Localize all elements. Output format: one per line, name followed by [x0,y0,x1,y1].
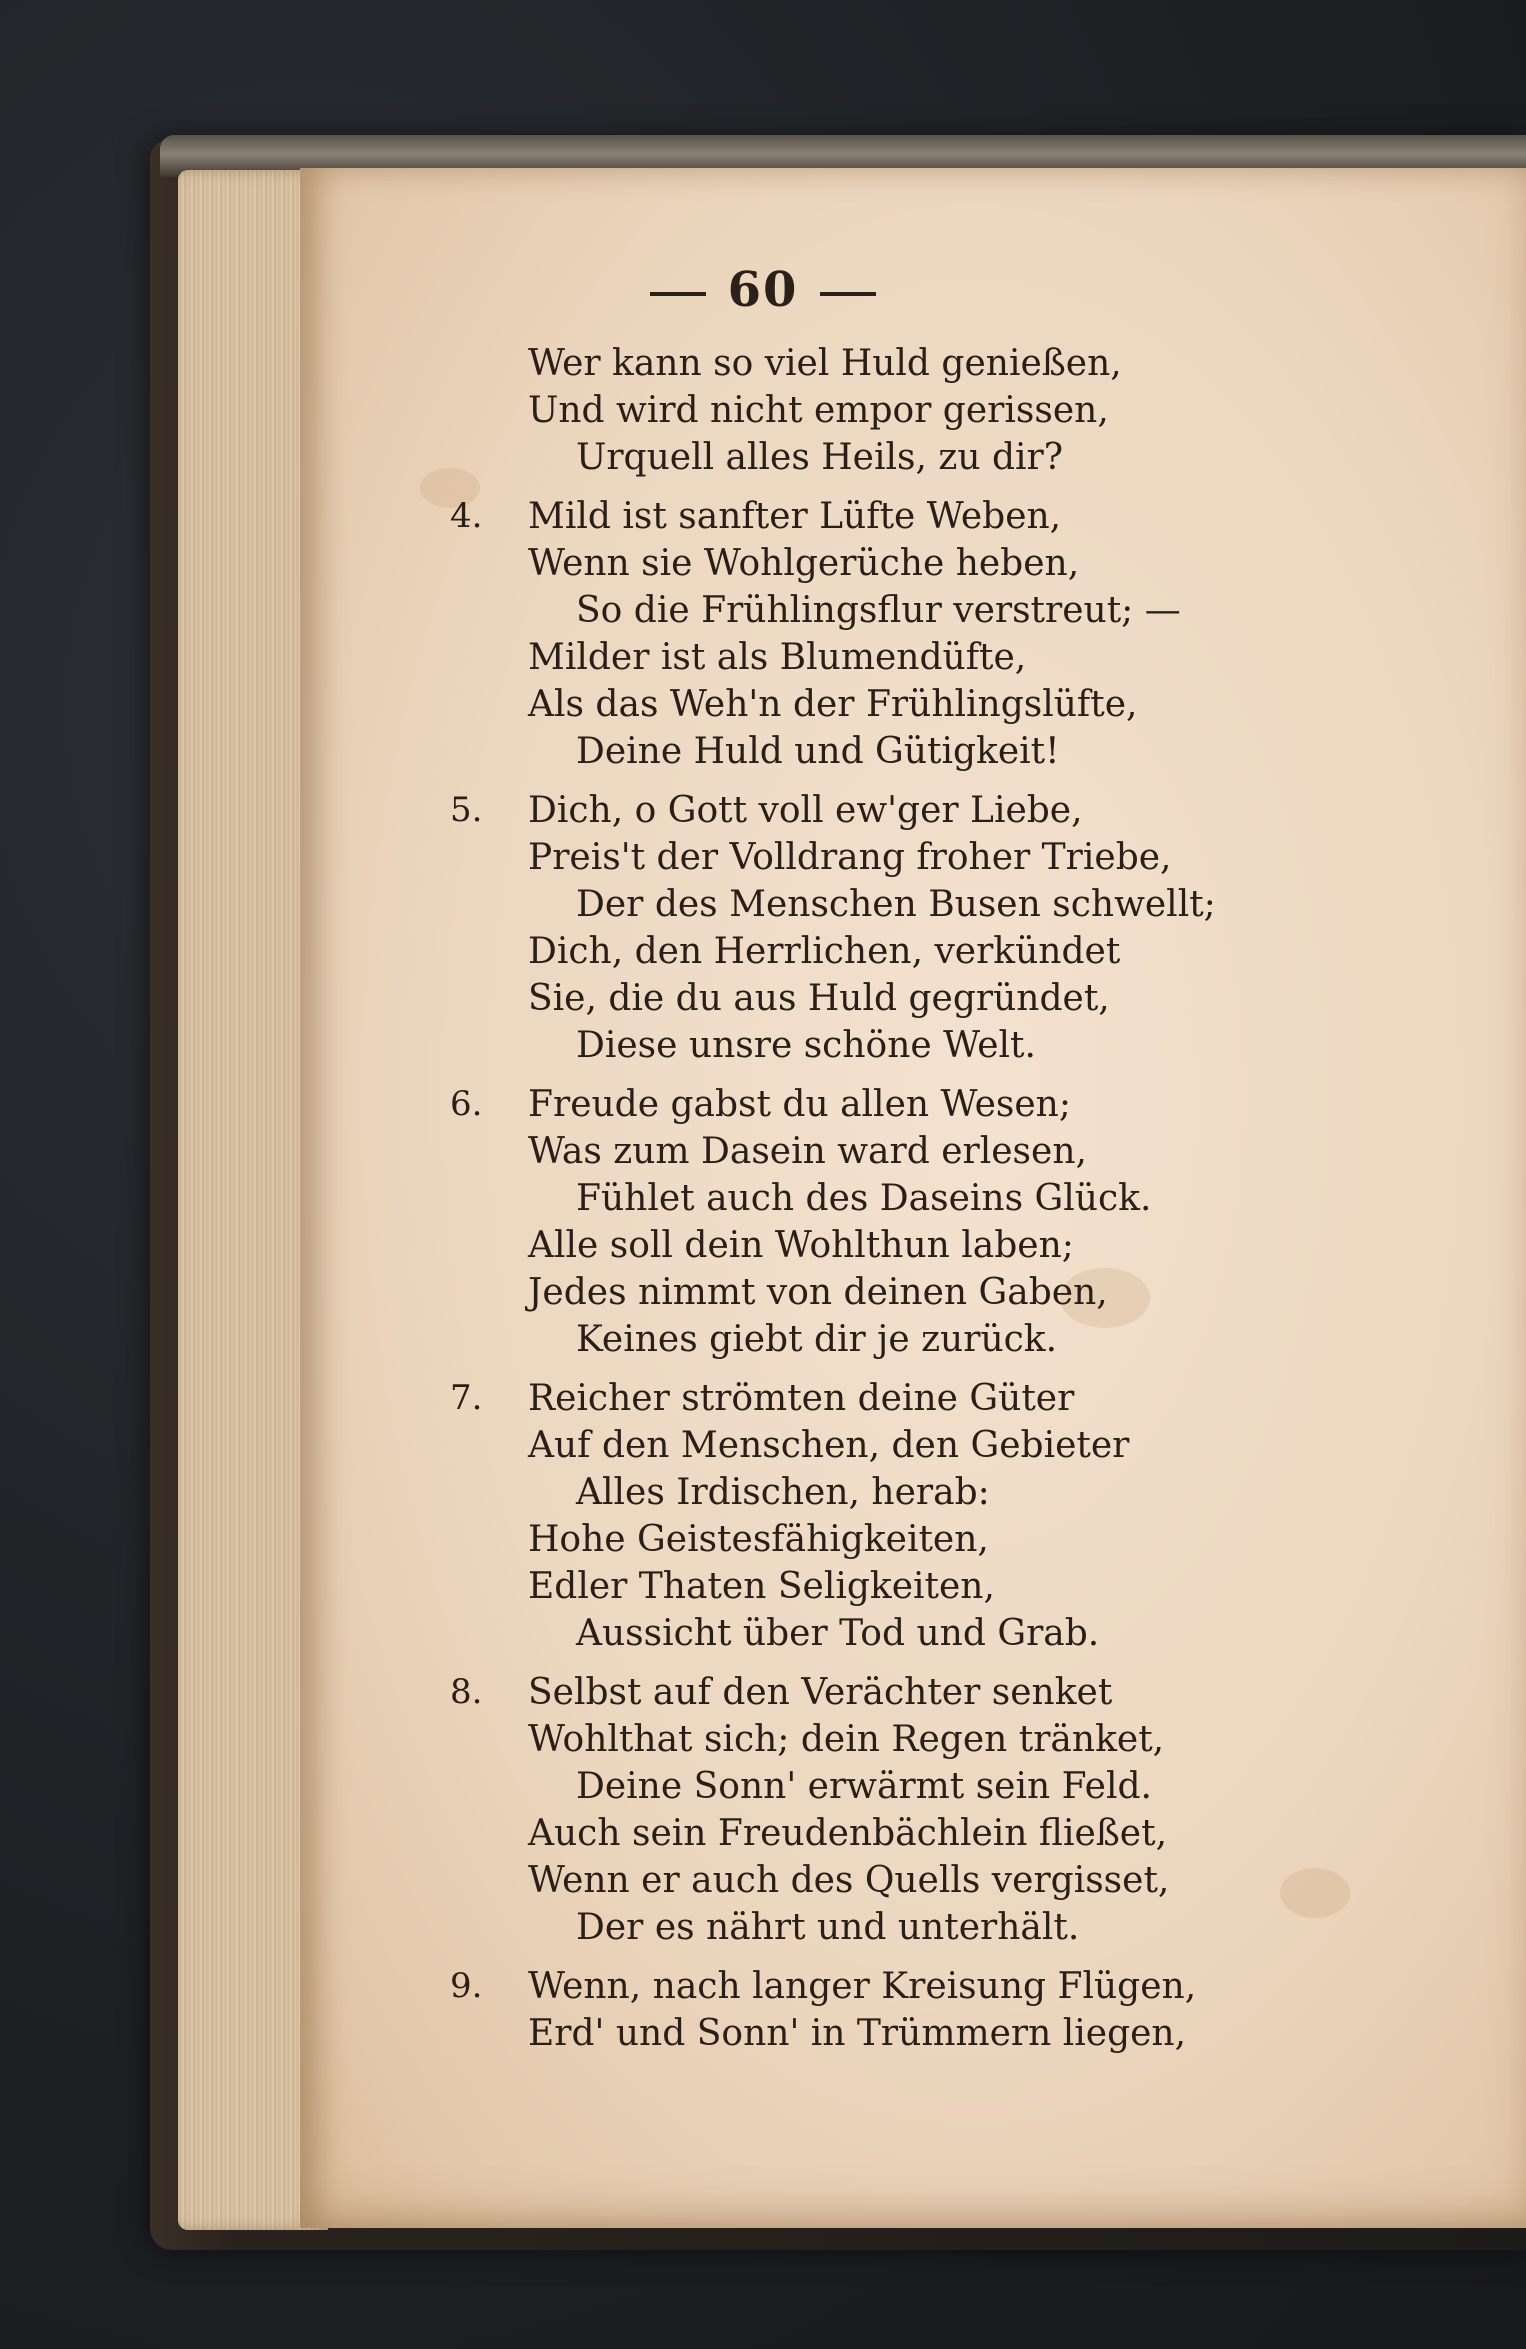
verse-line: Wenn, nach langer Kreisung Flügen, [528,1966,1197,2007]
verse-line: Deine Sonn' erwärmt sein Feld. [576,1766,1152,1807]
verse-line: Hohe Geistesfähigkeiten, [528,1519,989,1560]
verse-line: Wenn sie Wohlgerüche heben, [528,543,1080,584]
verse-line: So die Frühlingsflur verstreut; — [576,590,1181,631]
verse-line: Fühlet auch des Daseins Glück. [576,1178,1152,1219]
verse-line: Deine Huld und Gütigkeit! [576,731,1060,772]
verse-line: Und wird nicht empor gerissen, [528,390,1109,431]
stanza [450,1081,1288,1363]
verse-line: Was zum Dasein ward erlesen, [528,1131,1087,1172]
dash-right [820,292,876,296]
verse-line: Wohlthat sich; dein Regen tränket, [528,1719,1165,1760]
foxing-spot [1280,1868,1350,1918]
verse-line: Freude gabst du allen Wesen; [528,1084,1071,1125]
stanza-number: 4. [450,496,483,536]
stanza [450,787,1288,1069]
stanza [450,1963,1288,2057]
verse-line: Wer kann so viel Huld genießen, [528,343,1122,384]
dash-left [650,292,706,296]
stanza-number: 9. [450,1966,483,2006]
verse-line: Diese unsre schöne Welt. [576,1025,1036,1066]
verse-line: Milder ist als Blumendüfte, [528,637,1027,678]
verse-line: Der des Menschen Busen schwellt; [576,884,1216,925]
page-number-header [0,262,1526,318]
verse-line: Selbst auf den Verächter senket [528,1672,1113,1713]
verse-line: Jedes nimmt von deinen Gaben, [528,1272,1108,1313]
verse-line: Reicher strömten deine Güter [528,1378,1075,1419]
stanza-number: 7. [450,1378,483,1418]
verse-line: Keines giebt dir je zurück. [576,1319,1058,1360]
verse-line: Mild ist sanfter Lüfte Weben, [528,496,1062,537]
stanza [450,1375,1288,1657]
poem-text [450,340,1288,2069]
verse-line: Als das Weh'n der Frühlingslüfte, [528,684,1138,725]
stanza-number: 6. [450,1084,483,1124]
verse-line: Alle soll dein Wohlthun laben; [528,1225,1074,1266]
verse-line: Alles Irdischen, herab: [576,1472,990,1513]
verse-line: Wenn er auch des Quells vergisset, [528,1860,1170,1901]
verse-line: Dich, den Herrlichen, verkündet [528,931,1121,972]
verse-line: Auf den Menschen, den Gebieter [528,1425,1130,1466]
stanza [450,493,1288,775]
verse-line: Sie, die du aus Huld gegründet, [528,978,1110,1019]
stanza-number: 5. [450,790,483,830]
verse-line: Erd' und Sonn' in Trümmern liegen, [528,2013,1187,2054]
verse-line: Auch sein Freudenbächlein fließet, [528,1813,1168,1854]
stanza-number: 8. [450,1672,483,1712]
stanza [450,1669,1288,1951]
verse-line: Preis't der Volldrang froher Triebe, [528,837,1172,878]
verse-line: Aussicht über Tod und Grab. [576,1613,1100,1654]
verse-line: Edler Thaten Seligkeiten, [528,1566,995,1607]
verse-line: Urquell alles Heils, zu dir? [576,437,1064,478]
stanza [528,340,1288,481]
verse-line: Der es nährt und unterhält. [576,1907,1080,1948]
verse-line: Dich, o Gott voll ew'ger Liebe, [528,790,1083,831]
page-number: 60 [727,262,799,318]
